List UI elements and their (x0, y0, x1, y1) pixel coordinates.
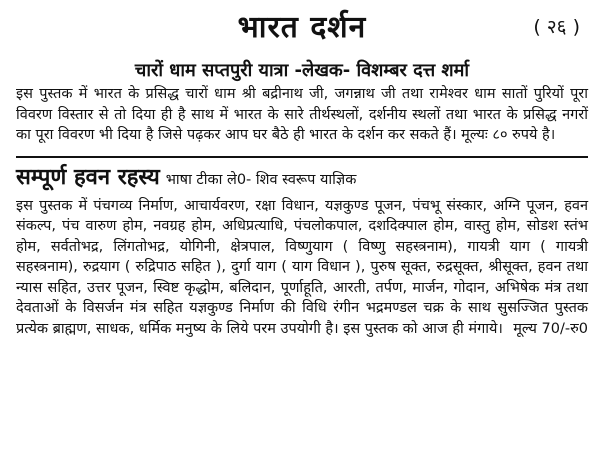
book-price: मूल्य 70/-रु0 (513, 320, 588, 337)
book-title-char-dham: चारों धाम सप्तपुरी यात्रा -लेखक- विशम्बर दत्त शर्मा (134, 60, 470, 81)
section-divider (16, 156, 588, 158)
book-description-text: इस पुस्तक में पंचगव्य निर्माण, आचार्यवरण, रक्षा विधान, यज्ञकुण्ड पूजन, पंचभू संस्कार, अग्नि पूजन, हवन संकल्प, पंच वारुण होम, नवग्रह होम, अधिप्रत्याधि, पंचलोकपाल, दशदिक्पाल होम, वास्तु होम, सोडश स्तंभ होम, सर्वतोभद्र, लिंगतोभद्र, योगिनी, क्षेत्रपाल, विष्णुयाग ( विष्णु सहस्त्रनाम), गायत्री याग ( गायत्री सहस्त्रनाम), रुद्रयाग ( रुद्रिपाठ सहित ), दुर्गा याग ( याग विधान ), पुरुष सूक्त, रुद्रसूक्त, श्रीसूक्त, हवन तथा न्यास सहित, उत्तर पूजन, स्विष्ट कृद्धोम, बलिदान, पूर्णाहूति, आरती, तर्पण, मार्जन, गोदान, अभिषेक मंत्र तथा देवताओं के विसर्जन मंत्र सहित यज्ञकुण्ड निर्माण की विधि रंगीन भद्रमण्डल चक्र के साथ सुसज्जित पुस्तक प्रत्येक ब्राह्मण, साधक, धर्मिक मनुष्य के लिये परम उपयोगी है। इस पुस्तक को आज ही मंगाये। (16, 197, 588, 337)
book-author-line: भाषा टीका ले0- शिव स्वरूप याज्ञिक (165, 171, 357, 188)
book-entry-char-dham (16, 58, 588, 146)
book-description-char-dham: इस पुस्तक में भारत के प्रसिद्ध चारों धाम श्री बद्रीनाथ जी, जगन्नाथ जी तथा रामेश्वर धाम सातों पुरियों पूरा विवरण विस्तार से तो दिया ही है साथ में भारत के सारे तीर्थस्थलों, दर्शनीय स्थलों तथा भारत के प्रसिद्ध नगरों का पूरा विवरण भी दिया है जिसे पढ़कर आप घर बैठे ही भारत के दर्शन कर सकते हैं। मूल्यः ८० रुपये है। (16, 86, 588, 143)
page-title: भारत दर्शन (237, 10, 367, 45)
book-description-havan-rahasya (16, 196, 588, 340)
page-number: ( २६ ) (533, 16, 580, 38)
page-header (16, 6, 588, 52)
book-title-text: सम्पूर्ण हवन रहस्य (16, 164, 160, 190)
book-title-havan-rahasya (16, 164, 588, 194)
book-entry-havan-rahasya (16, 164, 588, 340)
